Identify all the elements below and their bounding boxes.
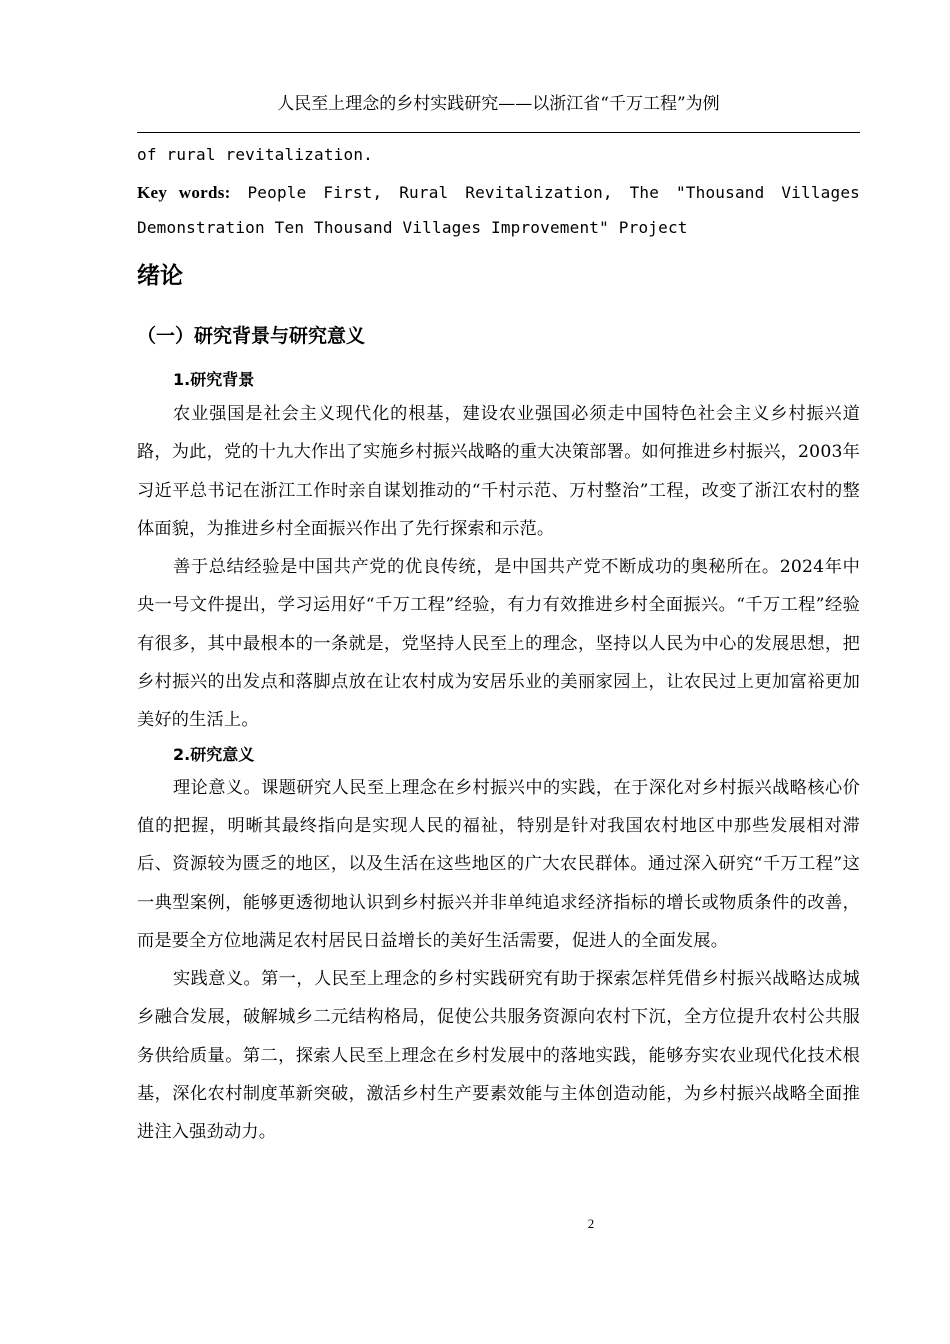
body-paragraph: 善于总结经验是中国共产党的优良传统，是中国共产党不断成功的奥秘所在。2024年中央一号文件提出，学习运用好“千万工程”经验，有力有效推进乡村全面振兴。“千万工程”经验有很多，其中最根本的一条就是，党坚持人民至上的理念，坚持以人民为中心的发展思想，把乡村振兴的出发点和落脚点放在让农村成为安居乐业的美丽家园上，让农民过上更加富裕更加美好的生活上。	[137, 557, 860, 731]
body-paragraph: 实践意义。第一，人民至上理念的乡村实践研究有助于探索怎样凭借乡村振兴战略达成城乡融合发展，破解城乡二元结构格局，促使公共服务资源向农村下沉，全方位提升农村公共服务供给质量。第二，探索人民至上理念在乡村发展中的落地实践，能够夯实农业现代化技术根基，深化农村制度革新突破，激活乡村生产要素效能与主体创造动能，为乡村振兴战略全面推进注入强劲动力。	[137, 969, 860, 1143]
keywords-paragraph	[137, 175, 860, 245]
body-paragraph: 理论意义。课题研究人民至上理念在乡村振兴中的实践，在于深化对乡村振兴战略核心价值的把握，明晰其最终指向是实现人民的福祉，特别是针对我国农村地区中那些发展相对滞后、资源较为匮乏的地区，以及生活在这些地区的广大农民群体。通过深入研究“千万工程”这一典型案例，能够更透彻地认识到乡村振兴并非单纯追求经济指标的增长或物质条件的改善，而是要全方位地满足农村居民日益增长的美好生活需要，促进人的全面发展。	[137, 777, 860, 951]
subsection-title-significance: 2.研究意义	[173, 744, 255, 764]
subsection-title-background: 1.研究背景	[173, 370, 255, 389]
abstract-continuation: of rural revitalization.	[137, 145, 373, 164]
page-number: 2	[587, 1216, 595, 1231]
keywords-label: Key words:	[137, 183, 231, 202]
body-paragraph: 农业强国是社会主义现代化的根基，建设农业强国必须走中国特色社会主义乡村振兴道路，为此，党的十九大作出了实施乡村振兴战略的重大决策部署。如何推进乡村振兴，2003年习近平总书记在浙江工作时亲自谋划推动的“千村示范、万村整治”工程，改变了浙江农村的整体面貌，为推进乡村全面振兴作出了先行探索和示范。	[137, 404, 860, 539]
page-content	[137, 142, 860, 1152]
running-header: 人民至上理念的乡村实践研究——以浙江省“千万工程”为例	[277, 94, 720, 114]
section-title: （一）研究背景与研究意义	[137, 325, 366, 347]
keywords-text: People First, Rural Revitalization, The "Thousand Villages Demonstration Ten Thousand Villages Improvement" Project	[137, 183, 860, 237]
header-rule	[137, 132, 860, 133]
chapter-title: 绪论	[137, 263, 183, 289]
